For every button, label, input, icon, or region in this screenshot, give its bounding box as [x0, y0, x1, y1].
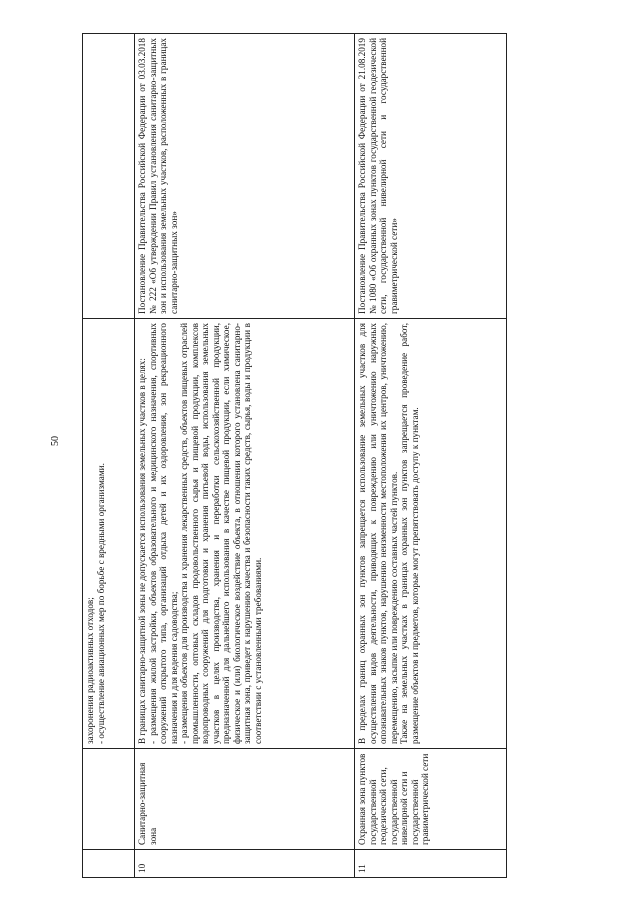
table-row [355, 34, 507, 878]
cell-number: 10 [135, 850, 355, 878]
cell-number [83, 850, 135, 878]
zones-table [82, 33, 507, 878]
cell-zone-name [83, 749, 135, 850]
cell-description [83, 319, 135, 749]
description-paragraph: Также на земельных участках в границах охранных зон пунктов запрещается проведение работ, размещение объектов и предметов, которые могут препятствовать доступу к пунктам. [399, 323, 420, 744]
cell-description [135, 319, 355, 749]
description-paragraph: В границах санитарно-защитной зоны не допускается использования земельных участков в целях: [137, 358, 147, 744]
description-paragraph: - размещения жилой застройки, объектов образовательного и медицинского назначения, спортивных сооружений открытого типа, организаций отдыха детей и их оздоровления, зон рекреационного назначения и для ведения садоводства; [147, 323, 179, 744]
description-paragraph: - осуществление авиационных мер по борьбе с вредными организмами. [95, 463, 106, 744]
cell-zone-name: Охранная зона пунктов государственной геодезической сети, государственной нивелирной сети и государственной гравиметрической сети [355, 749, 507, 850]
description-paragraph: - размещения объектов для производства и хранения лекарственных средств, объектов пищевых отраслей промышленности, оптовых складов продовольственного сырья и пищевой продукции, комплексов водопроводных сооружений для подготовки и хранения питьевой воды, использования земельных участков в целях производства, хранения и переработки сельскохозяйственной продукции, предназначенной для дальнейшего использования в качестве пищевой продукции, если химическое, физическое и (или) биологическое воздействие объекта, в отношении которого установлена санитарно-защитная зона, приведет к нарушению качества и безопасности таких средств, сырья, воды и продукции в соответствии с установленными требованиями. [179, 323, 263, 744]
cell-document: Постановление Правительства Российской Федерации от 21.08.2019 № 1080 «Об охранных зонах пунктов государственной геодезической сети, государственной нивелирной сети и государственной гравиметрической сети» [355, 34, 507, 319]
description-paragraph: захоронения радиоактивных отходов; [85, 597, 95, 744]
table-row [135, 34, 355, 878]
cell-document [83, 34, 135, 319]
page-number: 50 [50, 436, 61, 446]
table-row [83, 34, 135, 878]
cell-document: Постановление Правительства Российской Федерации от 03.03.2018 № 222 «Об утверждении Правил установления санитарно-защитных зон и использования земельных участков, расположенных в границах санитарно-защитных зон» [135, 34, 355, 319]
cell-zone-name: Санитарно-защитная зона [135, 749, 355, 850]
cell-number: 11 [355, 850, 507, 878]
description-paragraph: В пределах границ охранных зон пунктов запрещается использование земельных участков для осуществления видов деятельности, приводящих к повреждению или уничтожению наружных опознавательных знаков пунктов, нарушению неизменности местоположения их центров, уничтожению, перемещению, засыпке или повреждению составных частей пунктов. [357, 323, 399, 744]
cell-description [355, 319, 507, 749]
rotated-table-container [82, 34, 506, 878]
